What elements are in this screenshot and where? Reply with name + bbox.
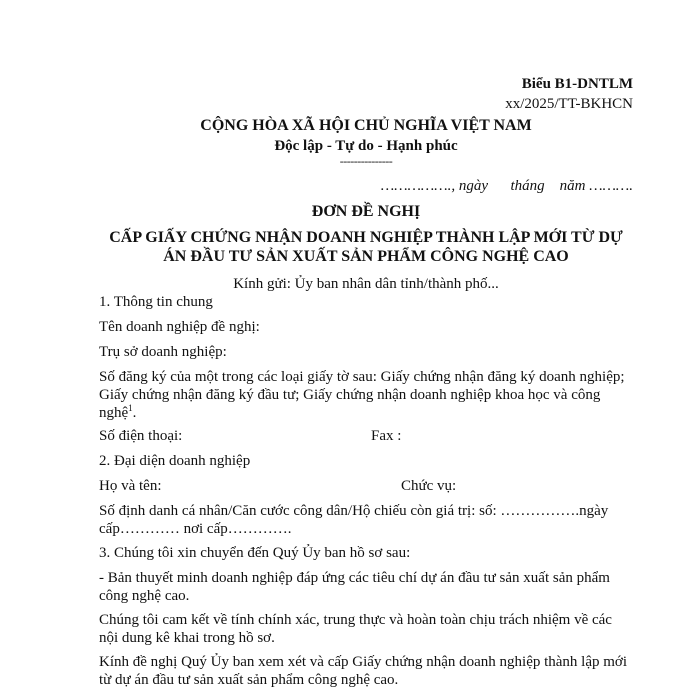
nation-name: CỘNG HÒA XÃ HỘI CHỦ NGHĨA VIỆT NAM bbox=[200, 117, 532, 134]
section1-heading: 1. Thông tin chung bbox=[99, 294, 213, 310]
national-header bbox=[100, 115, 632, 166]
form-reference: xx/2025/TT-BKHCN bbox=[505, 96, 633, 112]
request-text: Kính đề nghị Quý Ủy ban xem xét và cấp Giấy chứng nhận doanh nghiệp thành lập mới từ dự án đầu tư sản xuất sản phẩm công nghệ cao. bbox=[99, 654, 628, 688]
registration-number-text: Số đăng ký của một trong các loại giấy tờ sau: Giấy chứng nhận đăng ký doanh nghiệp; Giấy chứng nhận đăng ký đầu tư; Giấy chứng nhận doanh nghiệp khoa học và công nghệ bbox=[99, 369, 625, 421]
document-title: ĐƠN ĐỀ NGHỊ bbox=[311, 203, 421, 220]
addressee: Kính gửi: Ủy ban nhân dân tỉnh/thành phố... bbox=[233, 276, 499, 292]
footnote-mark: 1 bbox=[128, 403, 133, 413]
document-subtitle: CẤP GIẤY CHỨNG NHẬN DOANH NGHIỆP THÀNH LẬP MỚI TỪ DỰ ÁN ĐẦU TƯ SẢN XUẤT SẢN PHẨM CÔNG NGHỆ CAO bbox=[109, 229, 623, 265]
contact-row bbox=[99, 427, 632, 445]
registration-end-punct: . bbox=[132, 405, 137, 421]
document-title-block bbox=[100, 202, 632, 294]
head-office-field: Trụ sở doanh nghiệp: bbox=[99, 344, 227, 360]
company-name-field: Tên doanh nghiệp đề nghị: bbox=[99, 319, 260, 335]
section2-heading: 2. Đại diện doanh nghiệp bbox=[99, 453, 251, 469]
section3-heading: 3. Chúng tôi xin chuyển đến Quý Ủy ban hồ sơ sau: bbox=[99, 545, 411, 561]
fax-field: Fax : bbox=[371, 428, 402, 444]
national-motto: Độc lập - Tự do - Hạnh phúc bbox=[274, 138, 458, 154]
id-info-field: Số định danh cá nhân/Căn cước công dân/Hộ chiếu còn giá trị: số: …………….ngày cấp………… nơi cấp…………. bbox=[99, 503, 609, 537]
phone-field: Số điện thoại: bbox=[99, 428, 183, 444]
registration-number-field bbox=[99, 368, 632, 422]
header-separator: --------------- bbox=[339, 154, 393, 168]
form-code-block bbox=[505, 74, 633, 114]
commitment-text: Chúng tôi cam kết về tính chính xác, trung thực và hoàn toàn chịu trách nhiệm về các nội dung kê khai trong hồ sơ. bbox=[99, 612, 612, 646]
position-field: Chức vụ: bbox=[401, 478, 457, 494]
representative-row bbox=[99, 477, 632, 495]
full-name-field: Họ và tên: bbox=[99, 478, 162, 494]
date-line: ……………., ngày tháng năm ………. bbox=[380, 178, 633, 194]
dossier-item: - Bản thuyết minh doanh nghiệp đáp ứng các tiêu chí dự án đầu tư sản xuất sản phẩm công nghệ cao. bbox=[99, 570, 610, 604]
form-code: Biểu B1-DNTLM bbox=[521, 76, 633, 92]
